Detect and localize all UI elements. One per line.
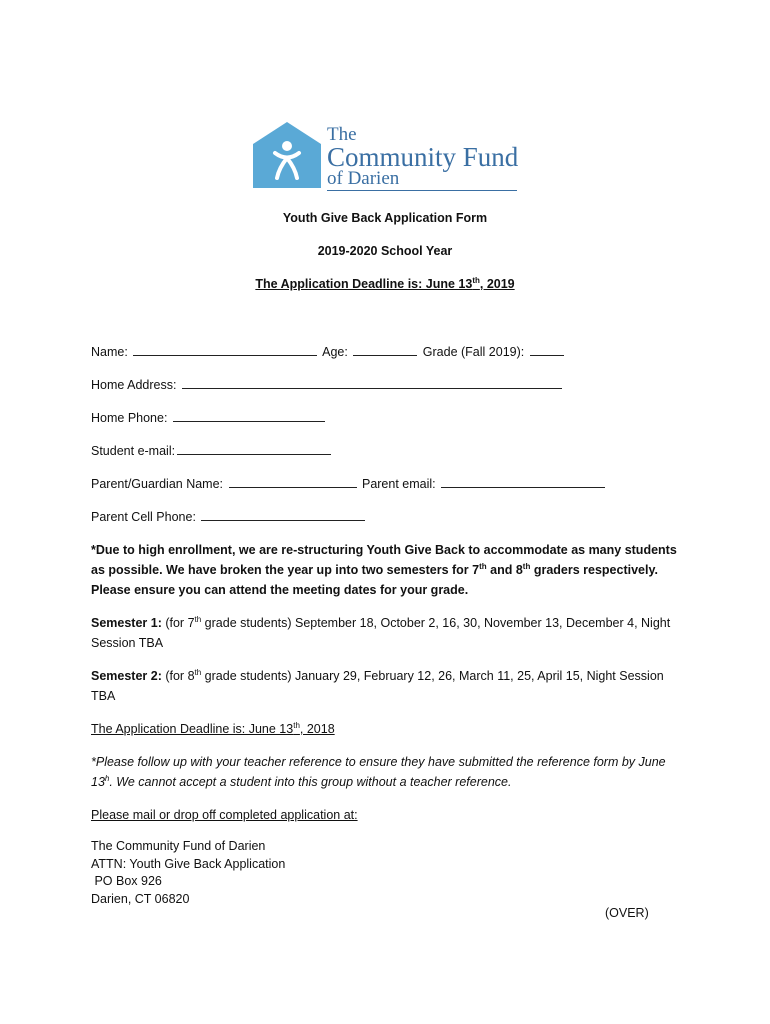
teacher-reference-note: *Please follow up with your teacher reference to ensure they have submitted the reference form by June 13$^h$. We cannot accept a student into this group without a teacher reference.	[91, 755, 666, 789]
email-label: Student e-mail:	[91, 444, 176, 458]
semester-2: Semester 2: (for 8th grade students) January 29, February 12, 26, March 11, 25, April 15, Night Session TBA	[91, 667, 664, 703]
age-label: Age:	[322, 345, 348, 359]
email-row	[91, 443, 333, 458]
parent-row	[91, 476, 607, 491]
address-line: The Community Fund of Darien	[91, 839, 266, 853]
house-person-icon	[253, 122, 321, 188]
email-blank[interactable]	[177, 443, 331, 455]
parent-name-label: Parent/Guardian Name:	[91, 477, 224, 491]
logo-line-community-fund: Community Fund	[327, 142, 519, 172]
address-line: ATTN: Youth Give Back Application	[91, 856, 286, 871]
form-title: Youth Give Back Application Form	[282, 211, 488, 225]
over-indicator: (OVER)	[605, 906, 649, 920]
name-blank[interactable]	[133, 344, 317, 356]
name-label: Name:	[91, 345, 128, 359]
deadline-reminder: The Application Deadline is: June 13th, 2018	[91, 720, 335, 736]
enrollment-notice: *Due to high enrollment, we are re-structuring Youth Give Back to accommodate as many students as possible. We have broken the year up into two semesters for 7th and 8th graders respectively. Please ensure you can attend the meeting dates for your grade.	[91, 543, 677, 597]
semester-1-label: Semester 1:	[91, 616, 162, 630]
parent-name-blank[interactable]	[229, 476, 357, 488]
phone-row	[91, 410, 327, 425]
logo-underline	[327, 190, 517, 191]
community-fund-logo	[253, 120, 521, 196]
grade-label: Grade (Fall 2019):	[422, 345, 525, 359]
school-year: 2019-2020 School Year	[317, 244, 453, 258]
phone-blank[interactable]	[173, 410, 325, 422]
address-label: Home Address:	[91, 378, 177, 392]
age-blank[interactable]	[353, 344, 417, 356]
address-blank[interactable]	[182, 377, 562, 389]
parent-cell-label: Parent Cell Phone:	[91, 510, 196, 524]
deadline-header: The Application Deadline is: June 13th, 2019	[255, 275, 515, 291]
semester-1: Semester 1: (for 7th grade students) September 18, October 2, 16, 30, November 13, December 4, Night Session TBA	[91, 614, 671, 650]
mail-heading: Please mail or drop off completed application at:	[91, 808, 358, 822]
phone-label: Home Phone:	[91, 411, 168, 425]
address-line: PO Box 926	[91, 874, 162, 888]
mailing-address	[91, 838, 285, 908]
name-age-grade-row	[91, 344, 566, 359]
semester-2-label: Semester 2:	[91, 669, 162, 683]
grade-blank[interactable]	[530, 344, 564, 356]
logo-line-the: The	[327, 124, 357, 145]
logo-line-of-darien: of Darien	[327, 168, 400, 189]
address-line: Darien, CT 06820	[91, 891, 190, 906]
parent-cell-blank[interactable]	[201, 509, 365, 521]
parent-cell-row	[91, 509, 367, 524]
parent-email-blank[interactable]	[441, 476, 605, 488]
parent-email-label: Parent email:	[361, 477, 436, 491]
address-row	[91, 377, 564, 392]
